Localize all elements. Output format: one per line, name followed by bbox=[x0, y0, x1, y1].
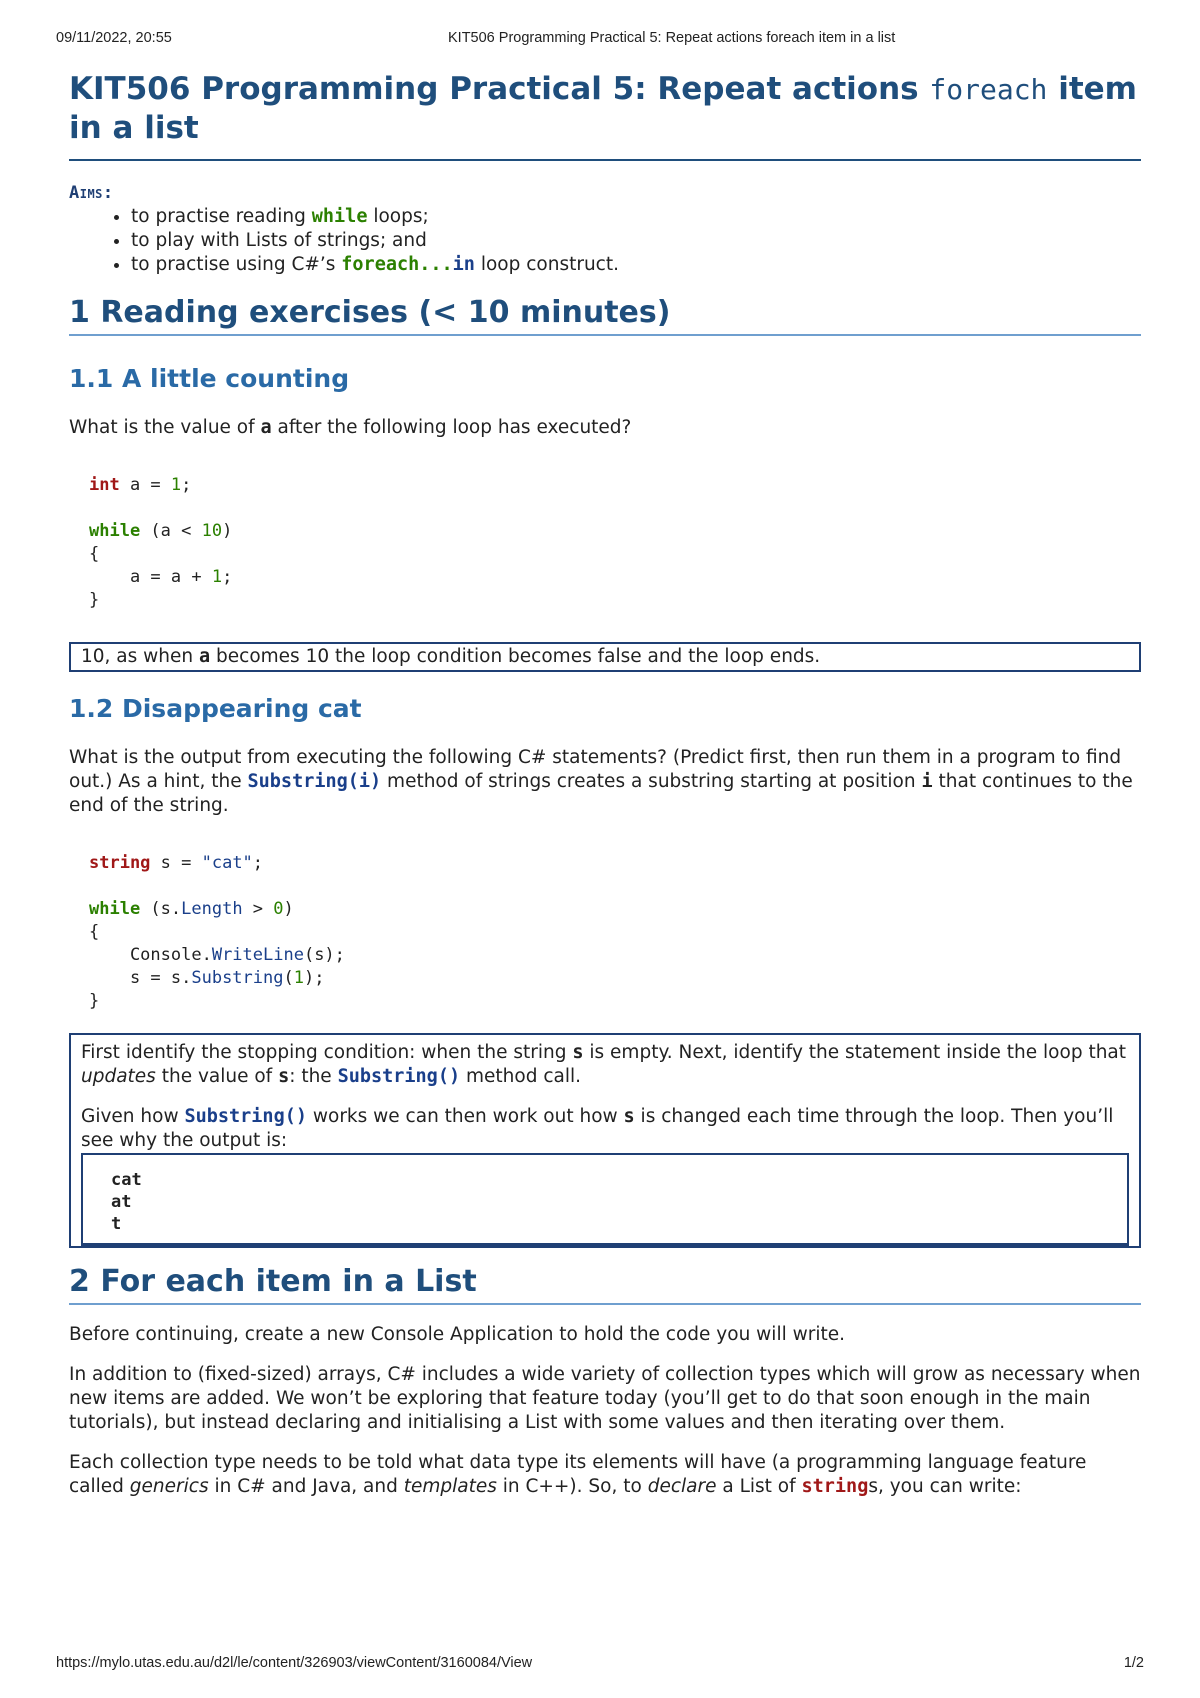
page-number: 1/2 bbox=[1123, 1655, 1144, 1671]
print-header bbox=[56, 30, 1144, 50]
subsection-heading: 1.1 A little counting bbox=[69, 364, 350, 393]
title-suffix: item in a list bbox=[69, 71, 1137, 146]
list-item: • to practise reading while loops; bbox=[131, 205, 1141, 229]
title-prefix: KIT506 Programming Practical 5: Repeat actions bbox=[69, 71, 930, 107]
list-item: • to practise using C#’s foreach...in loop construct. bbox=[131, 253, 1141, 277]
list-item: • to play with Lists of strings; and bbox=[131, 229, 1141, 253]
print-date: 09/11/2022, 20:55 bbox=[56, 30, 172, 46]
section-heading: 1 Reading exercises (< 10 minutes) bbox=[69, 295, 1141, 336]
print-footer bbox=[56, 1655, 1144, 1675]
answer-box bbox=[69, 1033, 1141, 1248]
output-box: cat at t bbox=[81, 1153, 1129, 1246]
question-text: What is the value of a after the following loop has executed? bbox=[69, 417, 632, 438]
aims-list bbox=[69, 205, 1141, 277]
page-title bbox=[69, 62, 1141, 161]
section-heading: 2 For each item in a List bbox=[69, 1264, 1141, 1305]
question-text: What is the output from executing the following C# statements? (Predict first, then run them in a program to find out.) As a hint, the Substring(i) method of strings creates a substring starting at position i that continues to the end of the string. bbox=[69, 747, 1133, 816]
aims-label: Aims: bbox=[69, 183, 114, 203]
code-block: string s = "cat"; while (s.Length > 0) { Console.WriteLine(s); s = s.Substring(1); } bbox=[89, 853, 345, 1011]
document-content bbox=[69, 62, 1141, 1499]
print-doc-title: KIT506 Programming Practical 5: Repeat actions foreach item in a list bbox=[448, 30, 896, 46]
paragraph: In addition to (fixed-sized) arrays, C# includes a wide variety of collection types which will grow as necessary when new items are added. We won’t be exploring that feature today (you’ll get to do that soon enough in the main tutorials), but instead declaring and initialising a List with some values and then iterating over them. bbox=[69, 1364, 1141, 1433]
paragraph: Each collection type needs to be told what data type its elements will have (a programming language feature called generics in C# and Java, and templates in C++). So, to declare a List of strings, you can write: bbox=[69, 1452, 1087, 1497]
answer-paragraph: First identify the stopping condition: when the string s is empty. Next, identify the statement inside the loop that updates the value of s: the Substring() method call. bbox=[81, 1042, 1127, 1087]
code-block: int a = 1; while (a < 10) { a = a + 1; } bbox=[89, 475, 233, 610]
title-code: foreach bbox=[929, 73, 1048, 106]
paragraph: Before continuing, create a new Console Application to hold the code you will write. bbox=[69, 1324, 845, 1345]
subsection-heading: 1.2 Disappearing cat bbox=[69, 694, 362, 723]
answer-box: 10, as when a becomes 10 the loop condition becomes false and the loop ends. bbox=[69, 642, 1141, 672]
page-url: https://mylo.utas.edu.au/d2l/le/content/326903/viewContent/3160084/View bbox=[56, 1655, 533, 1671]
answer-paragraph: Given how Substring() works we can then work out how s is changed each time through the loop. Then you’ll see why the output is: bbox=[81, 1106, 1114, 1151]
